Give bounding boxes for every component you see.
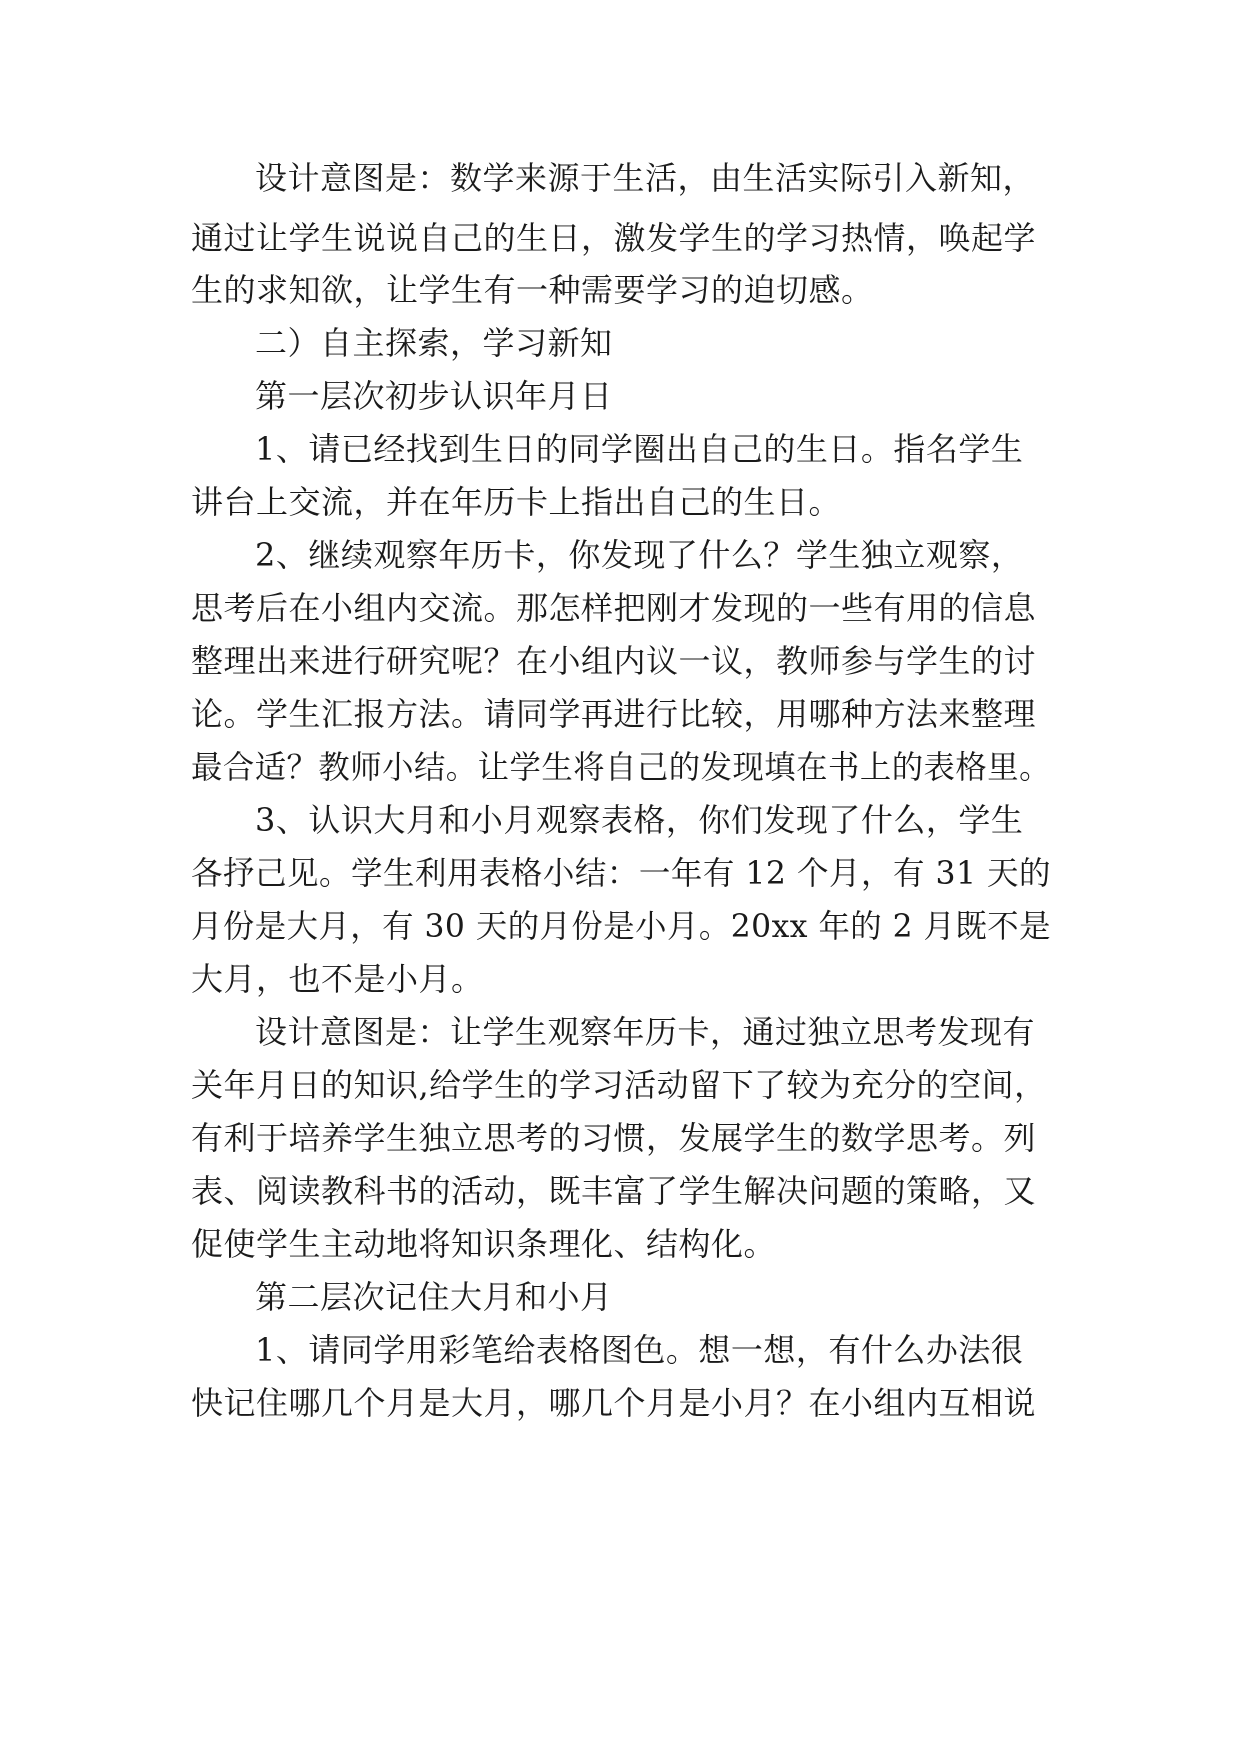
paragraph-line: 1、请已经找到生日的同学圈出自己的生日。指名学生 — [255, 430, 1024, 468]
paragraph-line: 设计意图是：数学来源于生活，由生活实际引入新知， — [255, 159, 1036, 197]
paragraph-line: 论。学生汇报方法。请同学再进行比较，用哪种方法来整理 — [191, 695, 1037, 733]
paragraph-line: 设计意图是：让学生观察年历卡，通过独立思考发现有 — [255, 1013, 1036, 1051]
paragraph-line: 月份是大月，有 30 天的月份是小月。20xx 年的 2 月既不是 — [191, 907, 1051, 945]
paragraph-line: 整理出来进行研究呢？在小组内议一议，教师参与学生的讨 — [191, 642, 1037, 680]
paragraph-line: 1、请同学用彩笔给表格图色。想一想，有什么办法很 — [255, 1331, 1024, 1369]
paragraph-line: 最合适？教师小结。让学生将自己的发现填在书上的表格里。 — [191, 748, 1051, 786]
paragraph-line: 各抒己见。学生利用表格小结：一年有 12 个月，有 31 天的 — [191, 854, 1052, 892]
subsection-heading: 第一层次初步认识年月日 — [255, 377, 613, 415]
section-heading: 二）自主探索，学习新知 — [255, 324, 613, 362]
paragraph-line: 促使学生主动地将知识条理化、结构化。 — [191, 1225, 777, 1263]
paragraph-line: 思考后在小组内交流。那怎样把刚才发现的一些有用的信息 — [191, 589, 1037, 627]
paragraph-line: 通过让学生说说自己的生日，激发学生的学习热情，唤起学 — [191, 219, 1037, 257]
subsection-heading: 第二层次记住大月和小月 — [255, 1278, 613, 1316]
paragraph-line: 讲台上交流，并在年历卡上指出自己的生日。 — [191, 483, 842, 521]
paragraph-line: 3、认识大月和小月观察表格，你们发现了什么，学生 — [255, 801, 1024, 839]
paragraph-line: 表、阅读教科书的活动，既丰富了学生解决问题的策略，又 — [191, 1172, 1037, 1210]
paragraph-line: 生的求知欲，让学生有一种需要学习的迫切感。 — [191, 271, 874, 309]
paragraph-line: 快记住哪几个月是大月，哪几个月是小月？在小组内互相说 — [191, 1384, 1037, 1422]
paragraph-line: 关年月日的知识,给学生的学习活动留下了较为充分的空间， — [191, 1066, 1047, 1104]
paragraph-line: 大月，也不是小月。 — [191, 960, 484, 998]
paragraph-line: 2、继续观察年历卡，你发现了什么？学生独立观察， — [255, 536, 1024, 574]
paragraph-line: 有利于培养学生独立思考的习惯，发展学生的数学思考。列 — [191, 1119, 1037, 1157]
